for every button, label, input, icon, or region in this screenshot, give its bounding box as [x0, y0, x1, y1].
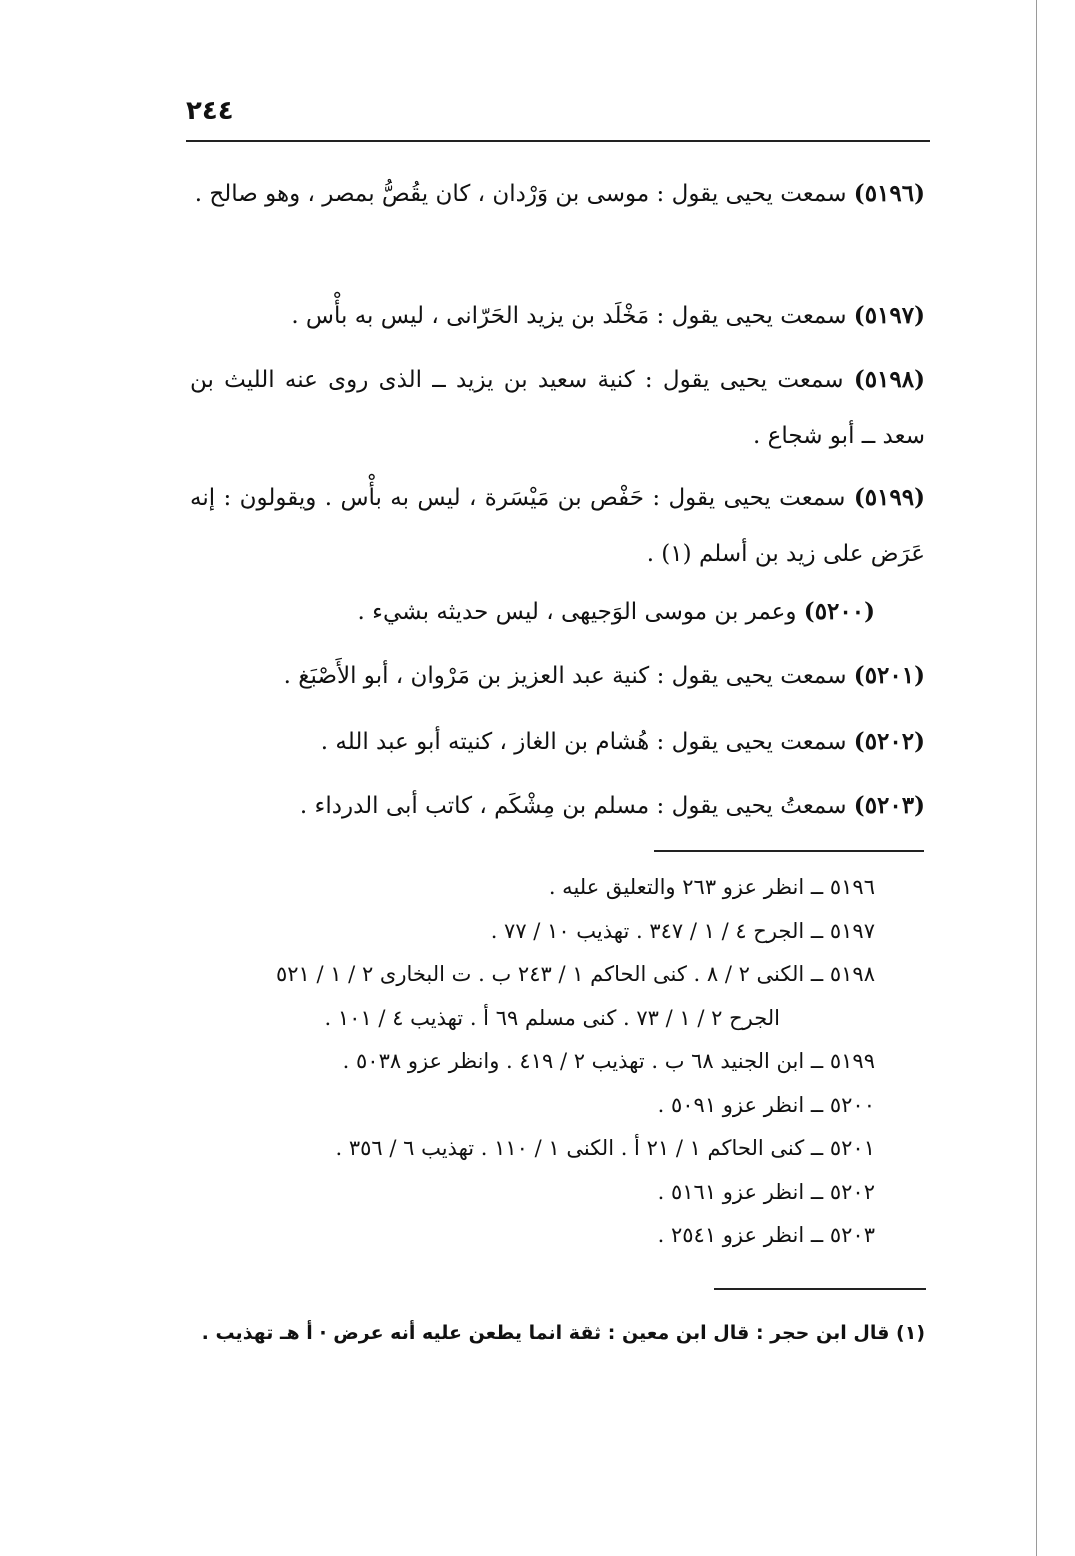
entry-number: (٥٢٠١) [853, 662, 925, 689]
footnote-rule [714, 1288, 926, 1290]
note-line: ٥٢٠٣ ــ انظر عزو ٢٥٤١ . [657, 1223, 875, 1247]
entry-text: وعمر بن موسى الوَجيهى ، ليس حديثه بشيء . [357, 599, 797, 625]
page-edge-line [1036, 0, 1037, 1556]
entry-text: سمعت يحيى يقول : كنية سعيد بن يزيد ــ الذى روى عنه الليث بن سعد ــ أبو شجاع . [190, 367, 925, 449]
entry-5197 [190, 288, 925, 344]
note-line: ٥٢٠٢ ــ انظر عزو ٥١٦١ . [657, 1179, 875, 1204]
entry-text: سمعتُ يحيى يقول : مسلم بن مِشْكَم ، كاتب أبى الدرداء . [299, 793, 847, 819]
entry-5203 [190, 778, 925, 834]
notes-section [185, 866, 875, 1258]
note-line: ٥١٩٨ ــ الكنى ٢ / ٨ . كنى الحاكم ١ / ٢٤٣ ب . ت البخارى ٢ / ١ / ٥٢١ [275, 962, 875, 986]
entry-text: سمعت يحيى يقول : حَفْص بن مَيْسَرة ، ليس به بأْس . ويقولون : إنه عَرَض على زيد بن أسلم (١) . [190, 485, 925, 567]
entry-number: (٥١٩٩) [853, 484, 926, 511]
entry-5199 [190, 470, 925, 582]
note-line: الجرح ٢ / ١ / ٧٣ . كنى مسلم ٦٩ أ . تهذيب ٤ / ١٠١ . [324, 1005, 780, 1030]
entry-5201 [190, 648, 925, 704]
footnote: (١) قال ابن حجر : قال ابن معين : ثقة انما يطعن عليه أنه عرض · أ هـ تهذيب . [201, 1322, 925, 1344]
entry-text: سمعت يحيى يقول : كنية عبد العزيز بن مَرْوان ، أبو الأَصْبَغ . [283, 663, 847, 689]
entry-5202 [190, 714, 925, 770]
entry-number: (٥٢٠٣) [853, 792, 925, 819]
entry-number: (٥١٩٨) [853, 366, 926, 393]
note-line: ٥١٩٩ ــ ابن الجنيد ٦٨ ب . تهذيب ٢ / ٤١٩ . وانظر عزو ٥٠٣٨ . [342, 1049, 875, 1073]
note-line: ٥٢٠٠ ــ انظر عزو ٥٠٩١ . [657, 1092, 875, 1117]
entry-text: سمعت يحيى يقول : مَخْلَد بن يزيد الحَرّانى ، ليس به بأْس . [291, 303, 847, 329]
entry-text: سمعت يحيى يقول : هُشام بن الغاز ، كنيته أبو عبد الله . [320, 729, 847, 755]
entry-number: (٥١٩٦) [853, 180, 925, 207]
note-line: ٥١٩٦ ــ انظر عزو ٢٦٣ والتعليق عليه . [548, 875, 875, 899]
note-line: ٥١٩٧ ــ الجرح ٤ / ١ / ٣٤٧ . تهذيب ١٠ / ٧٧ . [490, 918, 875, 943]
note-line: ٥٢٠١ ــ كنى الحاكم ١ / ٢١ أ . الكنى ١ / ١١٠ . تهذيب ٦ / ٣٥٦ . [335, 1136, 875, 1160]
header-rule [186, 140, 930, 142]
entry-text: سمعت يحيى يقول : موسى بن وَرْدان ، كان يقُصُّ بمصر ، وهو صالح . [194, 181, 847, 207]
notes-rule [654, 850, 924, 852]
entry-number: (٥١٩٧) [853, 302, 925, 329]
entry-number: (٥٢٠٠) [803, 598, 875, 625]
entry-5198 [190, 352, 925, 464]
entry-number: (٥٢٠٢) [853, 728, 925, 755]
page-number: ٢٤٤ [186, 96, 234, 126]
entry-5200 [190, 584, 875, 640]
entry-5196 [190, 166, 925, 222]
